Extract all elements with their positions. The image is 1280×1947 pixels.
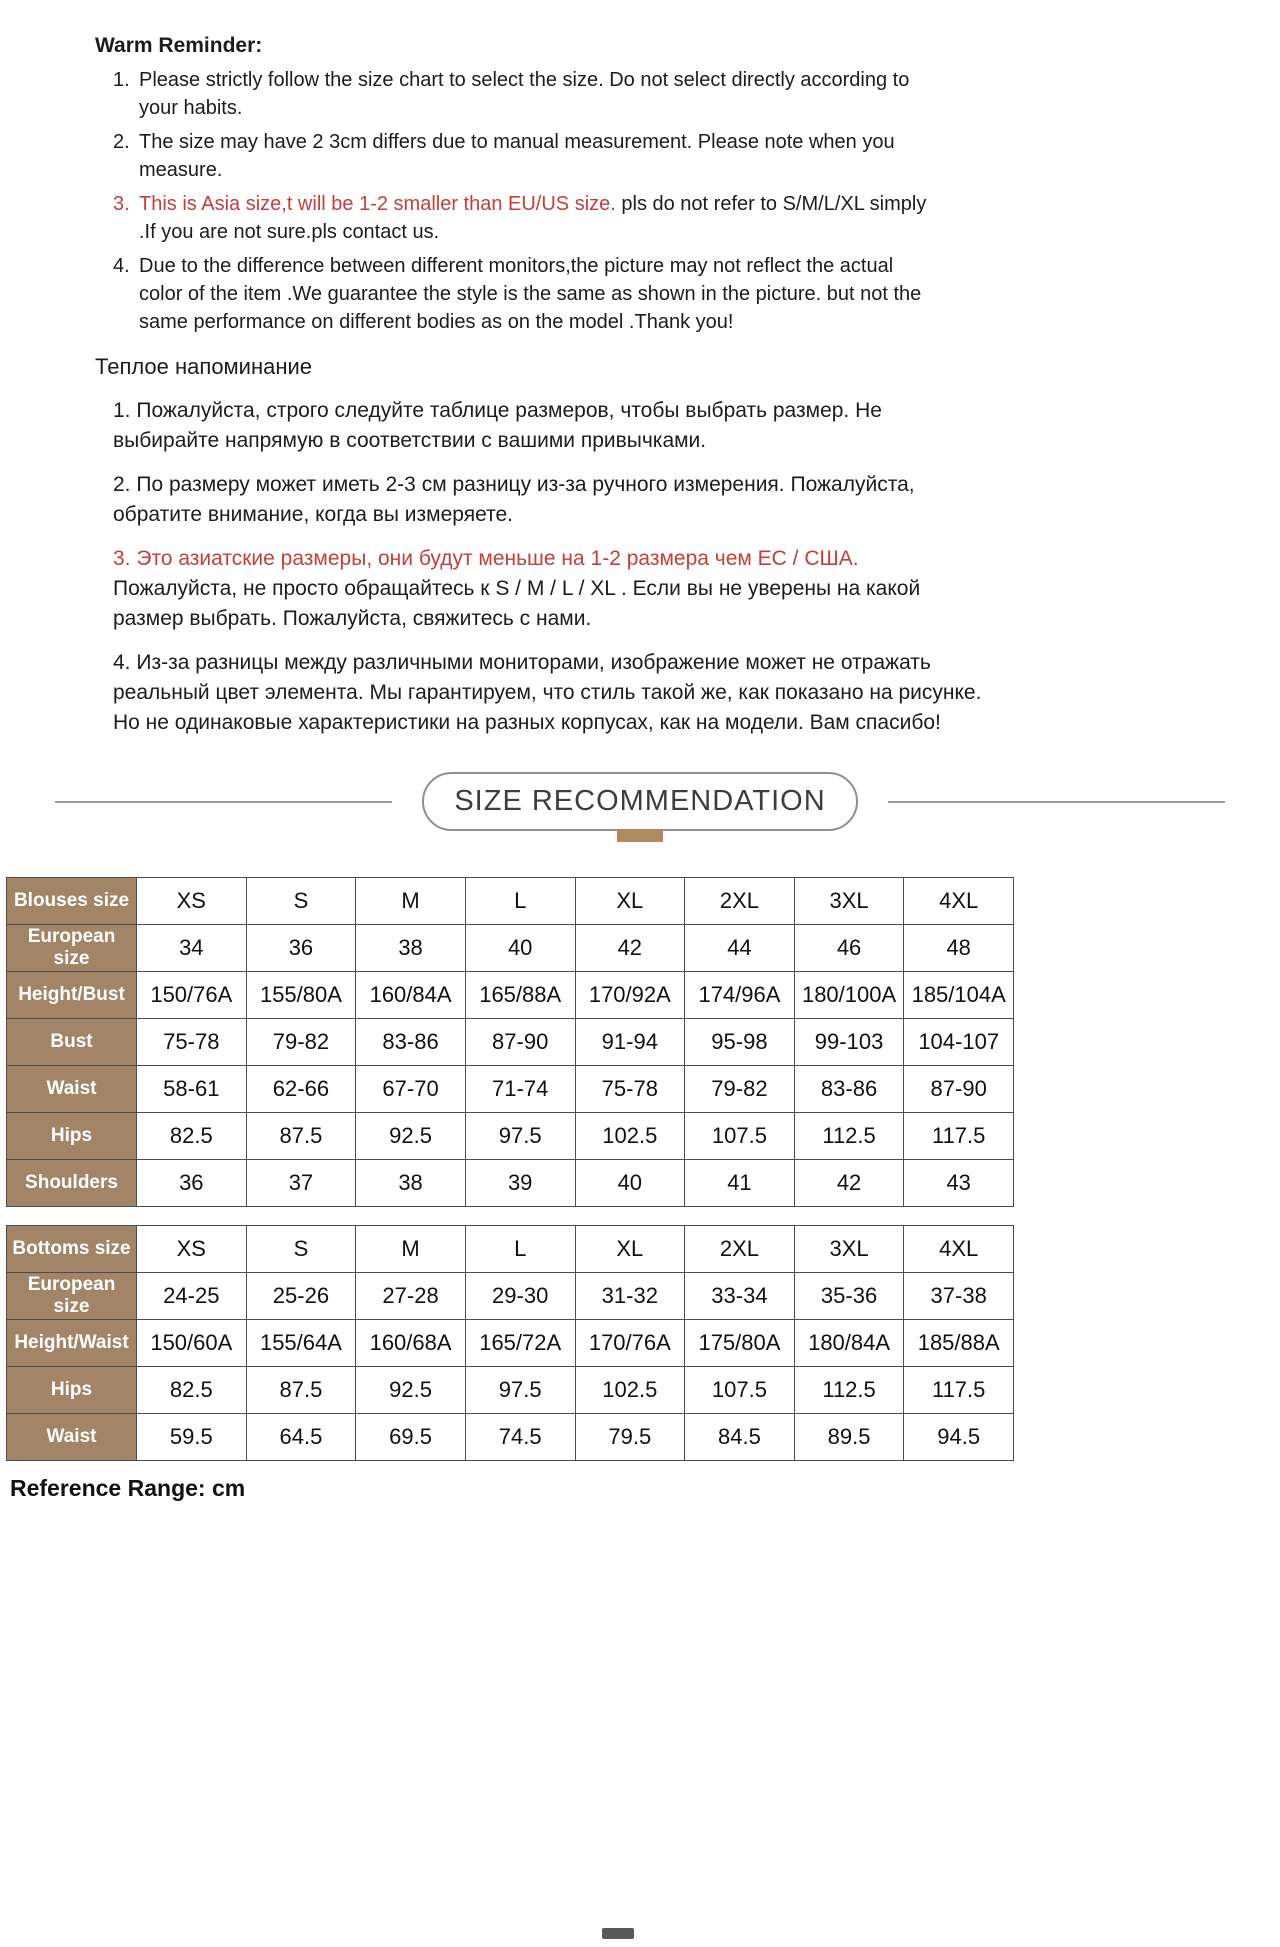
blouses-cell: 112.5	[794, 1113, 904, 1160]
bottoms-cell: 92.5	[356, 1367, 466, 1414]
bottoms-cell: 94.5	[904, 1414, 1014, 1461]
bottoms-table-row	[7, 1320, 1014, 1367]
blouses-cell: 92.5	[356, 1113, 466, 1160]
blouses-cell: 82.5	[137, 1113, 247, 1160]
bottoms-row-label: Hips	[7, 1367, 137, 1414]
blouses-row-label: Blouses size	[7, 878, 137, 925]
blouses-cell: 79-82	[685, 1066, 795, 1113]
blouses-table-row	[7, 1019, 1014, 1066]
blouses-cell: 42	[575, 925, 685, 972]
bottoms-cell: 180/84A	[794, 1320, 904, 1367]
blouses-cell: 87.5	[246, 1113, 356, 1160]
blouses-cell: 4XL	[904, 878, 1014, 925]
blouses-cell: 170/92A	[575, 972, 685, 1019]
warm-item-1-number: 1.	[113, 69, 130, 91]
bottoms-cell: 3XL	[794, 1226, 904, 1273]
bottoms-table-row	[7, 1273, 1014, 1320]
russian-paragraph-1	[113, 396, 988, 456]
blouses-cell: 44	[685, 925, 795, 972]
bottoms-cell: 165/72A	[465, 1320, 575, 1367]
blouses-cell: 174/96A	[685, 972, 795, 1019]
blouses-cell: 150/76A	[137, 972, 247, 1019]
blouses-cell: 3XL	[794, 878, 904, 925]
size-recommendation-banner	[0, 772, 1280, 831]
blouses-row-label: Shoulders	[7, 1160, 137, 1207]
warm-item-2-number: 2.	[113, 131, 130, 153]
bottoms-table-row	[7, 1367, 1014, 1414]
bottoms-cell: 27-28	[356, 1273, 466, 1320]
blouses-table-row	[7, 878, 1014, 925]
bottoms-cell: 25-26	[246, 1273, 356, 1320]
warm-item-3-text	[139, 190, 939, 246]
russian-paragraph-4-body: 4. Из-за разницы между различными мониторами, изображение может не отражать реальный цвет элемента. Мы гарантируем, что стиль такой же, как показано на рисунке. Но не одинаковые характеристики на разных корпусах, как на модели. Вам спасибо!	[113, 651, 982, 734]
blouses-cell: 39	[465, 1160, 575, 1207]
russian-paragraph-1-body: 1. Пожалуйста, строго следуйте таблице размеров, чтобы выбрать размер. Не выбирайте напрямую в соответствии с вашими привычками.	[113, 399, 882, 452]
warm-item-2-body: The size may have 2 3cm differs due to manual measurement. Please note when you measure.	[139, 131, 895, 181]
blouses-cell: 67-70	[356, 1066, 466, 1113]
bottoms-row-label: Bottoms size	[7, 1226, 137, 1273]
warm-item-4	[113, 252, 1210, 336]
blouses-cell: 102.5	[575, 1113, 685, 1160]
bottoms-cell: 107.5	[685, 1367, 795, 1414]
bottoms-cell: 160/68A	[356, 1320, 466, 1367]
blouses-cell: 95-98	[685, 1019, 795, 1066]
warm-item-3-number: 3.	[113, 193, 130, 215]
bottoms-row-label: Height/Waist	[7, 1320, 137, 1367]
blouses-cell: 71-74	[465, 1066, 575, 1113]
bottoms-cell: 74.5	[465, 1414, 575, 1461]
reference-range-note: Reference Range: cm	[10, 1475, 246, 1501]
blouses-cell: 117.5	[904, 1113, 1014, 1160]
russian-paragraph-3	[113, 544, 988, 634]
warm-item-3	[113, 190, 1210, 246]
bottoms-row-label: European size	[7, 1273, 137, 1320]
blouses-cell: 75-78	[575, 1066, 685, 1113]
blouses-cell: 83-86	[794, 1066, 904, 1113]
warm-item-4-text	[139, 252, 939, 336]
bottoms-cell: XL	[575, 1226, 685, 1273]
bottoms-cell: 33-34	[685, 1273, 795, 1320]
blouses-cell: 46	[794, 925, 904, 972]
bottoms-cell: L	[465, 1226, 575, 1273]
russian-note-section	[0, 354, 1280, 738]
blouses-cell: S	[246, 878, 356, 925]
bottoms-cell: 97.5	[465, 1367, 575, 1414]
blouses-cell: 48	[904, 925, 1014, 972]
blouses-cell: 97.5	[465, 1113, 575, 1160]
bottoms-cell: 4XL	[904, 1226, 1014, 1273]
warm-item-3-highlight: This is Asia size,t will be 1-2 smaller than EU/US size.	[139, 193, 616, 215]
blouses-cell: 83-86	[356, 1019, 466, 1066]
blouses-cell: XS	[137, 878, 247, 925]
blouses-cell: 104-107	[904, 1019, 1014, 1066]
blouses-row-label: Hips	[7, 1113, 137, 1160]
blouses-cell: XL	[575, 878, 685, 925]
blouses-cell: 91-94	[575, 1019, 685, 1066]
blouses-cell: 165/88A	[465, 972, 575, 1019]
blouses-cell: 36	[246, 925, 356, 972]
bottoms-cell: 82.5	[137, 1367, 247, 1414]
bottoms-size-table	[6, 1225, 1014, 1461]
warm-reminder-section	[0, 0, 1280, 336]
bottoms-cell: 112.5	[794, 1367, 904, 1414]
blouses-cell: 75-78	[137, 1019, 247, 1066]
warm-item-1-text	[139, 66, 939, 122]
blouses-table-row	[7, 1160, 1014, 1207]
blouses-cell: 38	[356, 925, 466, 972]
bottoms-cell: 102.5	[575, 1367, 685, 1414]
divider-line-left	[55, 801, 392, 803]
blouses-cell: 37	[246, 1160, 356, 1207]
russian-note-title: Теплое напоминание	[95, 354, 313, 379]
russian-paragraph-2-body: 2. По размеру может иметь 2-3 см разницу из-за ручного измерения. Пожалуйста, обратите внимание, когда вы измеряете.	[113, 473, 915, 526]
blouses-cell: L	[465, 878, 575, 925]
bottoms-cell: 29-30	[465, 1273, 575, 1320]
blouses-cell: 87-90	[465, 1019, 575, 1066]
warm-item-2	[113, 128, 1210, 184]
blouses-cell: 36	[137, 1160, 247, 1207]
bottoms-cell: 150/60A	[137, 1320, 247, 1367]
bottoms-cell: 35-36	[794, 1273, 904, 1320]
blouses-cell: 43	[904, 1160, 1014, 1207]
size-recommendation-title: SIZE RECOMMENDATION	[454, 785, 826, 817]
size-recommendation-pill	[422, 772, 857, 831]
warm-item-1	[113, 66, 1210, 122]
bottoms-cell: 37-38	[904, 1273, 1014, 1320]
blouses-row-label: European size	[7, 925, 137, 972]
blouses-cell: 42	[794, 1160, 904, 1207]
blouses-cell: 34	[137, 925, 247, 972]
blouses-size-table	[6, 877, 1014, 1207]
bottoms-cell: 64.5	[246, 1414, 356, 1461]
bottoms-cell: 59.5	[137, 1414, 247, 1461]
blouses-cell: 58-61	[137, 1066, 247, 1113]
bottoms-cell: 175/80A	[685, 1320, 795, 1367]
warm-item-4-body: Due to the difference between different monitors,the picture may not reflect the actual color of the item .We guarantee the style is the same as shown in the picture. but not the same performance on different bodies as on the model .Thank you!	[139, 255, 922, 333]
warm-reminder-title: Warm Reminder:	[95, 34, 263, 57]
bottoms-cell: 2XL	[685, 1226, 795, 1273]
blouses-cell: 62-66	[246, 1066, 356, 1113]
blouses-table-row	[7, 1066, 1014, 1113]
blouses-table-row	[7, 1113, 1014, 1160]
blouses-cell: 160/84A	[356, 972, 466, 1019]
blouses-cell: 87-90	[904, 1066, 1014, 1113]
bottoms-cell: 69.5	[356, 1414, 466, 1461]
bottoms-cell: XS	[137, 1226, 247, 1273]
bottoms-cell: 31-32	[575, 1273, 685, 1320]
bottoms-cell: 84.5	[685, 1414, 795, 1461]
russian-paragraph-3-highlight: 3. Это азиатские размеры, они будут меньше на 1-2 размера чем ЕС / США.	[113, 547, 859, 570]
blouses-cell: 38	[356, 1160, 466, 1207]
bottoms-cell: 117.5	[904, 1367, 1014, 1414]
blouses-cell: 155/80A	[246, 972, 356, 1019]
blouses-cell: 99-103	[794, 1019, 904, 1066]
bottom-watermark	[602, 1928, 634, 1939]
warm-item-1-body: Please strictly follow the size chart to select the size. Do not select directly according to your habits.	[139, 69, 910, 119]
bottoms-row-label: Waist	[7, 1414, 137, 1461]
warm-item-2-text	[139, 128, 939, 184]
bottoms-cell: 89.5	[794, 1414, 904, 1461]
blouses-cell: 40	[465, 925, 575, 972]
warm-item-4-number: 4.	[113, 255, 130, 277]
blouses-cell: 40	[575, 1160, 685, 1207]
russian-paragraph-3-body: Пожалуйста, не просто обращайтесь к S / M / L / XL . Если вы не уверены на какой размер выбрать. Пожалуйста, свяжитесь с нами.	[113, 577, 921, 630]
blouses-cell: 180/100A	[794, 972, 904, 1019]
blouses-cell: 185/104A	[904, 972, 1014, 1019]
bottoms-cell: 79.5	[575, 1414, 685, 1461]
bottoms-table-row	[7, 1226, 1014, 1273]
blouses-table-row	[7, 925, 1014, 972]
blouses-cell: M	[356, 878, 466, 925]
bottoms-cell: 155/64A	[246, 1320, 356, 1367]
warm-item-3-body: pls do not refer to S/M/L/XL simply .If you are not sure.pls contact us.	[139, 193, 927, 243]
russian-paragraph-4	[113, 648, 988, 738]
bottoms-cell: M	[356, 1226, 466, 1273]
blouses-row-label: Bust	[7, 1019, 137, 1066]
pill-tab-decoration	[617, 829, 663, 842]
bottoms-cell: S	[246, 1226, 356, 1273]
bottoms-table-row	[7, 1414, 1014, 1461]
russian-paragraph-2	[113, 470, 988, 530]
blouses-cell: 79-82	[246, 1019, 356, 1066]
blouses-cell: 107.5	[685, 1113, 795, 1160]
bottoms-cell: 87.5	[246, 1367, 356, 1414]
blouses-cell: 41	[685, 1160, 795, 1207]
bottoms-cell: 185/88A	[904, 1320, 1014, 1367]
blouses-row-label: Height/Bust	[7, 972, 137, 1019]
blouses-row-label: Waist	[7, 1066, 137, 1113]
divider-line-right	[888, 801, 1225, 803]
blouses-table-row	[7, 972, 1014, 1019]
blouses-cell: 2XL	[685, 878, 795, 925]
bottoms-cell: 170/76A	[575, 1320, 685, 1367]
bottoms-cell: 24-25	[137, 1273, 247, 1320]
